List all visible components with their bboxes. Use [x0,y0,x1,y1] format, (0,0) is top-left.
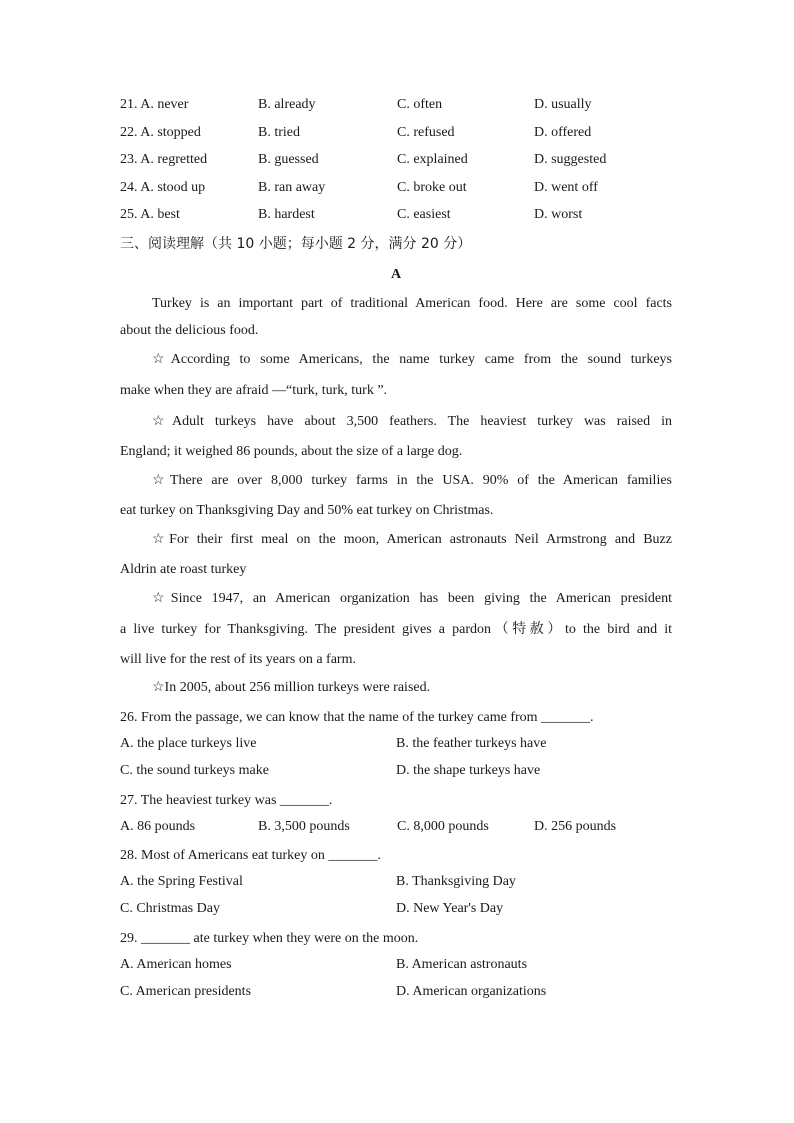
passage-line: ☆There are over 8,000 turkey farms in the USA. 90% of the American families [152,473,672,488]
question-26-options [120,763,680,783]
option-c: C. American presidents [120,984,252,999]
option-c: C. easiest [397,207,451,222]
passage-line: a live turkey for Thanksgiving. The president gives a pardon（特赦）to the bird and it [120,622,672,637]
option-b: B. the feather turkeys have [396,736,547,751]
cloze-row-25 [120,207,680,227]
option-a: 23. A. regretted [120,152,208,167]
cloze-row-21 [120,97,680,117]
cloze-row-24 [120,180,680,200]
option-d: D. suggested [534,152,607,167]
option-c: C. often [397,97,443,112]
question-29: 29. _______ ate turkey when they were on the moon. [120,931,419,946]
passage-line: ☆Since 1947, an American organization has been giving the American president [152,591,672,606]
question-26-options [120,736,680,756]
option-b: B. tried [258,125,300,140]
option-a: 22. A. stopped [120,125,201,140]
question-28: 28. Most of Americans eat turkey on _______. [120,848,381,863]
option-d: D. offered [534,125,592,140]
question-29-options [120,957,680,977]
option-d: D. the shape turkeys have [396,763,541,778]
passage-line: England; it weighed 86 pounds, about the size of a large dog. [120,444,463,459]
option-c: C. the sound turkeys make [120,763,269,778]
passage-line: ☆In 2005, about 256 million turkeys were raised. [152,680,431,695]
option-a: A. the Spring Festival [120,874,243,889]
option-b: B. hardest [258,207,315,222]
passage-label: A [390,267,402,282]
option-d: D. usually [534,97,592,112]
option-d: D. worst [534,207,583,222]
passage-line: Turkey is an important part of traditional American food. Here are some cool facts [152,296,672,311]
option-c: C. 8,000 pounds [397,819,489,834]
option-c: C. broke out [397,180,467,195]
passage-line: Aldrin ate roast turkey [120,562,247,577]
passage-line: about the delicious food. [120,323,259,338]
passage-line: will live for the rest of its years on a farm. [120,652,356,667]
option-d: D. 256 pounds [534,819,617,834]
option-a: 25. A. best [120,207,180,222]
option-a: 24. A. stood up [120,180,206,195]
option-d: D. American organizations [396,984,547,999]
option-a: A. American homes [120,957,232,972]
question-27: 27. The heaviest turkey was _______. [120,793,333,808]
question-26: 26. From the passage, we can know that the name of the turkey came from _______. [120,710,594,725]
option-c: C. refused [397,125,455,140]
passage-line: make when they are afraid —“turk, turk, turk ”. [120,383,388,398]
option-b: B. already [258,97,316,112]
passage-line: ☆According to some Americans, the name turkey came from the sound turkeys [152,352,672,367]
option-b: B. guessed [258,152,319,167]
option-a: A. the place turkeys live [120,736,257,751]
passage-line: eat turkey on Thanksgiving Day and 50% eat turkey on Christmas. [120,503,494,518]
option-c: C. Christmas Day [120,901,220,916]
question-27-options [120,819,680,839]
question-28-options [120,901,680,921]
option-c: C. explained [397,152,468,167]
question-29-options [120,984,680,1004]
cloze-row-23 [120,152,680,172]
section-heading: 三、阅读理解（共 10 小题；每小题 2 分，满分 20 分） [120,236,472,252]
passage-line: ☆Adult turkeys have about 3,500 feathers. The heaviest turkey was raised in [152,414,672,429]
passage-line: ☆For their first meal on the moon, American astronauts Neil Armstrong and Buzz [152,532,672,547]
option-d: D. went off [534,180,598,195]
option-a: 21. A. never [120,97,189,112]
option-d: D. New Year's Day [396,901,504,916]
option-b: B. American astronauts [396,957,528,972]
cloze-row-22 [120,125,680,145]
option-a: A. 86 pounds [120,819,196,834]
question-28-options [120,874,680,894]
option-b: B. 3,500 pounds [258,819,350,834]
option-b: B. ran away [258,180,326,195]
option-b: B. Thanksgiving Day [396,874,516,889]
